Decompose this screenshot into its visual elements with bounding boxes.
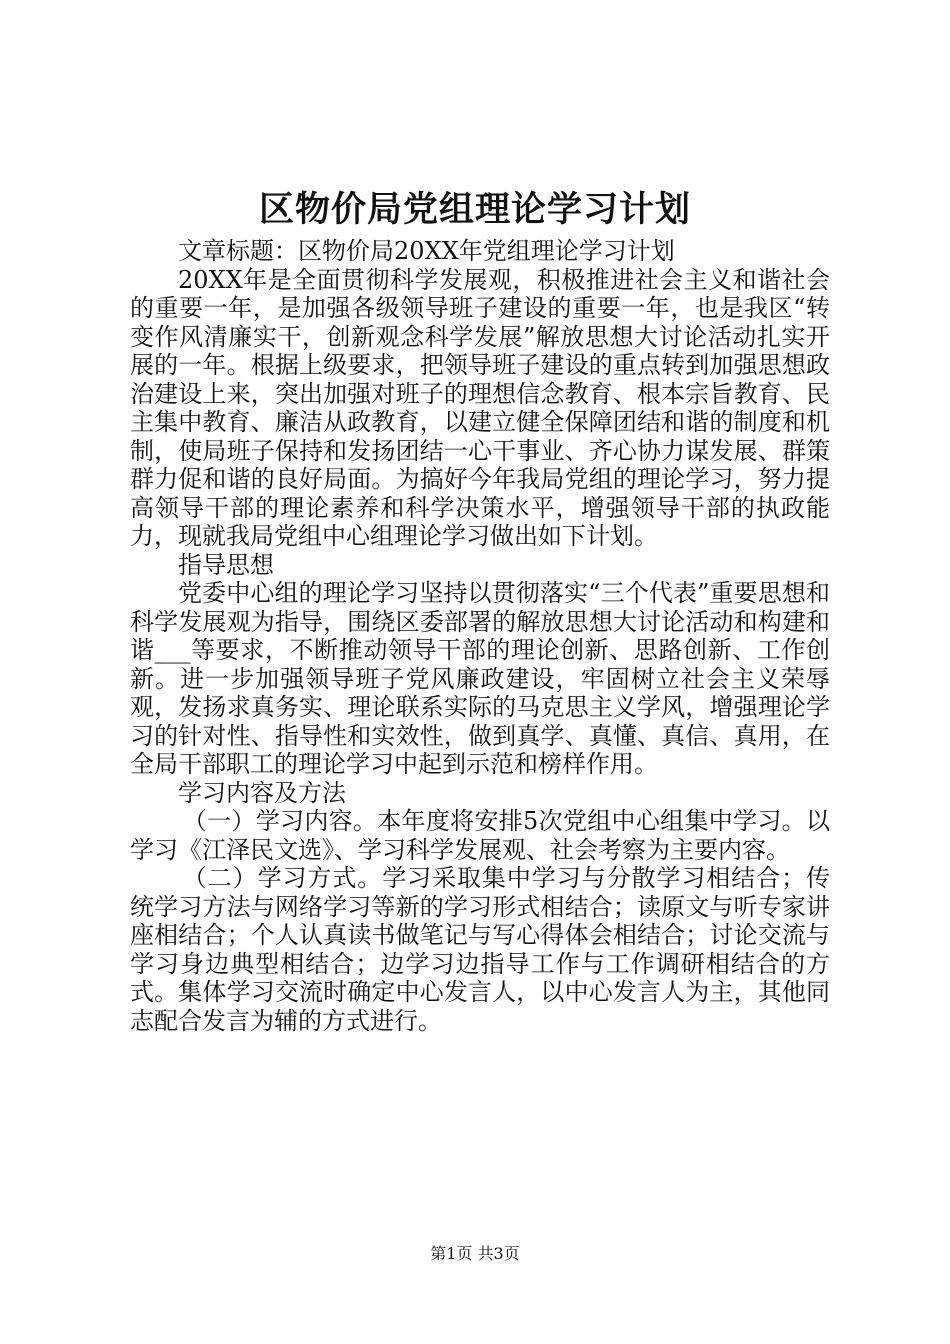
guiding-ideology-paragraph: 党委中心组的理论学习坚持以贯彻落实“三个代表”重要思想和科学发展观为指导，围绕区委部署的解放思想大讨论活动和构建和谐___等要求，不断推动领导干部的理论创新、思路创新、工作创新。进一步加强领导班子党风廉政建设，牢固树立社会主义荣辱观，发扬求真务实、理论联系实际的马克思主义学风，增强理论学习的针对性、指导性和实效性，做到真学、真懂、真信、真用，在全局干部职工的理论学习中起到示范和榜样作用。 bbox=[130, 579, 830, 778]
intro-paragraph: 20XX年是全面贯彻科学发展观，积极推进社会主义和谐社会的重要一年，是加强各级领导班子建设的重要一年，也是我区“转变作风清廉实干，创新观念科学发展”解放思想大讨论活动扎实开展的一年。根据上级要求，把领导班子建设的重点转到加强思想政治建设上来，突出加强对班子的理想信念教育、根本宗旨教育、民主集中教育、廉洁从政教育，以建立健全保障团结和谐的制度和机制，使局班子保持和发扬团结一心干事业、齐心协力谋发展、群策群力促和谐的良好局面。为搞好今年我局党组的理论学习，努力提高领导干部的理论素养和科学决策水平，增强领导干部的执政能力，现就我局党组中心组理论学习做出如下计划。 bbox=[130, 265, 830, 550]
section-heading-content-methods: 学习内容及方法 bbox=[178, 778, 346, 807]
document-body bbox=[130, 237, 830, 1035]
article-heading-line: 文章标题：区物价局20XX年党组理论学习计划 bbox=[178, 237, 675, 265]
document-title: 区物价局党组理论学习计划 bbox=[258, 189, 691, 230]
page-number-footer: 第1页 共3页 bbox=[430, 1244, 520, 1263]
section-heading-guiding-ideology: 指导思想 bbox=[178, 550, 274, 579]
study-content-paragraph: （一）学习内容。本年度将安排5次党组中心组集中学习。以学习《江泽民文选》、学习科学发展观、社会考察为主要内容。 bbox=[130, 807, 830, 864]
study-method-paragraph: （二）学习方式。学习采取集中学习与分散学习相结合；传统学习方法与网络学习等新的学习形式相结合；读原文与听专家讲座相结合；个人认真读书做笔记与写心得体会相结合；讨论交流与学习身边典型相结合；边学习边指导工作与工作调研相结合的方式。集体学习交流时确定中心发言人，以中心发言人为主，其他同志配合发言为辅的方式进行。 bbox=[130, 864, 830, 1035]
